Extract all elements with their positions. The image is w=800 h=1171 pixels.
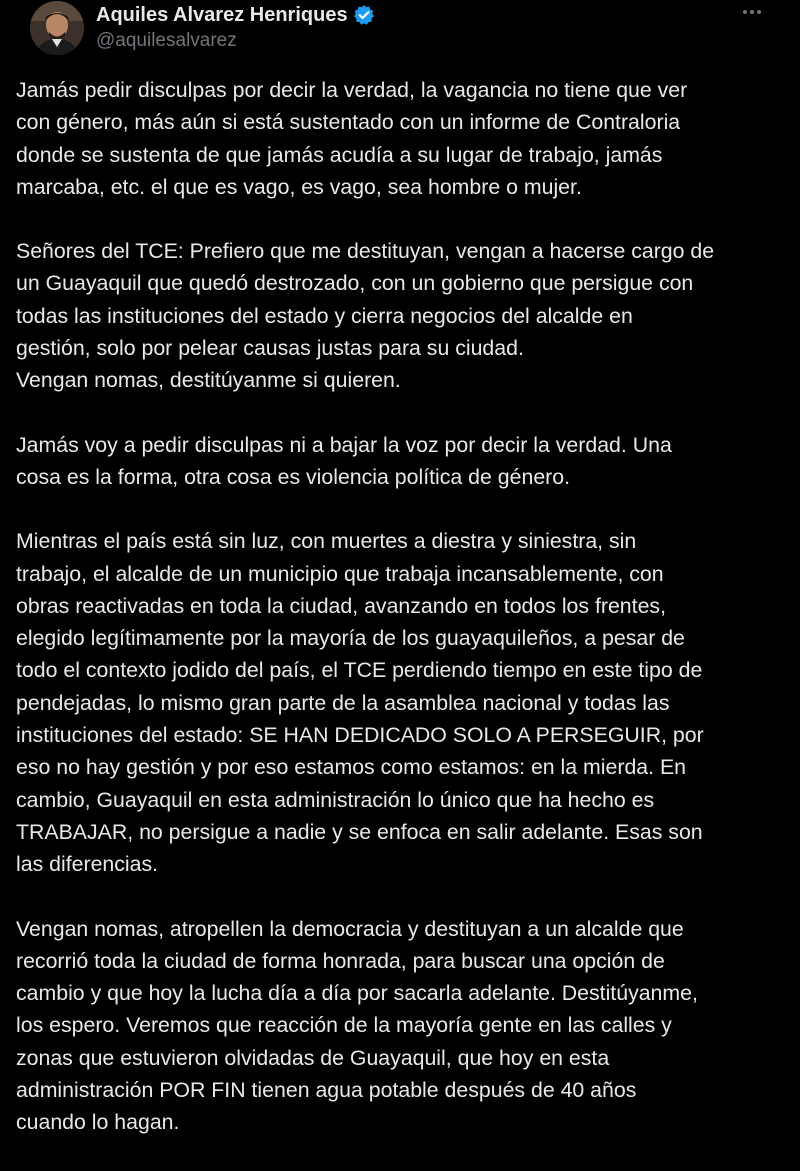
tweet-text-line: un Guayaquil que quedó destrozado, con un gobierno que persigue con	[16, 271, 694, 296]
tweet-text-line: pendejadas, lo mismo gran parte de la asamblea nacional y todas las	[16, 690, 670, 715]
tweet-text-line: recorrió toda la ciudad de forma honrada, para buscar una opción de	[16, 948, 665, 973]
tweet-text-line: obras reactivadas en toda la ciudad, avanzando en todos los frentes,	[16, 593, 666, 618]
tweet-paragraph	[16, 235, 796, 396]
display-name-row	[96, 3, 375, 27]
tweet-text-line: los espero. Veremos que reacción de la mayoría gente en las calles y	[16, 1013, 672, 1038]
tweet-text-line: marcaba, etc. el que es vago, es vago, sea hombre o mujer.	[16, 174, 582, 199]
tweet-text-line: eso no hay gestión y por eso estamos como estamos: en la mierda. En	[16, 755, 687, 780]
tweet-text-line: Vengan nomas, atropellen la democracia y destituyan a un alcalde que	[16, 916, 684, 941]
tweet-text-line: cambio y que hoy la lucha día a día por sacarla adelante. Destitúyanme,	[16, 981, 698, 1006]
tweet-text-line: Mientras el país está sin luz, con muertes a diestra y siniestra, sin	[16, 529, 637, 554]
handle[interactable]: @aquilesalvarez	[96, 30, 237, 51]
tweet-text-line: gestión, solo por pelear causas justas para su ciudad.	[16, 336, 524, 361]
tweet-text-line: trabajo, el alcalde de un municipio que trabaja incansablemente, con	[16, 561, 664, 586]
tweet-paragraph	[16, 74, 796, 203]
tweet-text-line: TRABAJAR, no persigue a nadie y se enfoca en salir adelante. Esas son	[16, 819, 703, 844]
tweet-text-line: zonas que estuvieron olvidadas de Guayaquil, que hoy en esta	[16, 1045, 610, 1070]
tweet-text-line: cosa es la forma, otra cosa es violencia política de género.	[16, 464, 571, 489]
tweet-paragraph	[16, 913, 796, 1139]
tweet-header	[16, 0, 784, 62]
tweet-text-line: las diferencias.	[16, 852, 159, 877]
tweet-text-line: Vengan nomas, destitúyanme si quieren.	[16, 368, 401, 393]
tweet-text-line: todas las instituciones del estado y cierra negocios del alcalde en	[16, 303, 633, 328]
avatar-image	[30, 1, 84, 55]
display-name[interactable]: Aquiles Alvarez Henriques	[96, 3, 348, 26]
more-horizontal-icon[interactable]	[740, 4, 764, 20]
tweet-text-line: con género, más aún si está sustentado con un informe de Contraloria	[16, 110, 681, 135]
tweet-paragraph	[16, 429, 796, 494]
tweet-text-line: cuando lo hagan.	[16, 1110, 180, 1135]
tweet-text-line: instituciones del estado: SE HAN DEDICADO SOLO A PERSEGUIR, por	[16, 723, 704, 748]
tweet-text-line: Jamás pedir disculpas por decir la verdad, la vagancia no tiene que ver	[16, 78, 688, 102]
tweet-paragraph	[16, 525, 796, 880]
verified-badge-icon	[353, 4, 375, 26]
tweet-text-line: Jamás voy a pedir disculpas ni a bajar la voz por decir la verdad. Una	[16, 432, 672, 457]
tweet-text	[16, 74, 796, 1171]
tweet-text-line: administración POR FIN tienen agua potable después de 40 años	[16, 1078, 637, 1103]
avatar[interactable]	[30, 1, 84, 55]
author-names	[96, 3, 375, 52]
tweet-text-line: cambio, Guayaquil en esta administración lo único que ha hecho es	[16, 787, 655, 812]
tweet-text-line: elegido legítimamente por la mayoría de los guayaquileños, a pesar de	[16, 626, 685, 651]
tweet-text-line: todo el contexto jodido del país, el TCE perdiendo tiempo en este tipo de	[16, 658, 703, 683]
tweet-text-line: donde se sustenta de que jamás acudía a su lugar de trabajo, jamás	[16, 142, 663, 167]
tweet-text-line: Señores del TCE: Prefiero que me destituyan, vengan a hacerse cargo de	[16, 239, 715, 264]
